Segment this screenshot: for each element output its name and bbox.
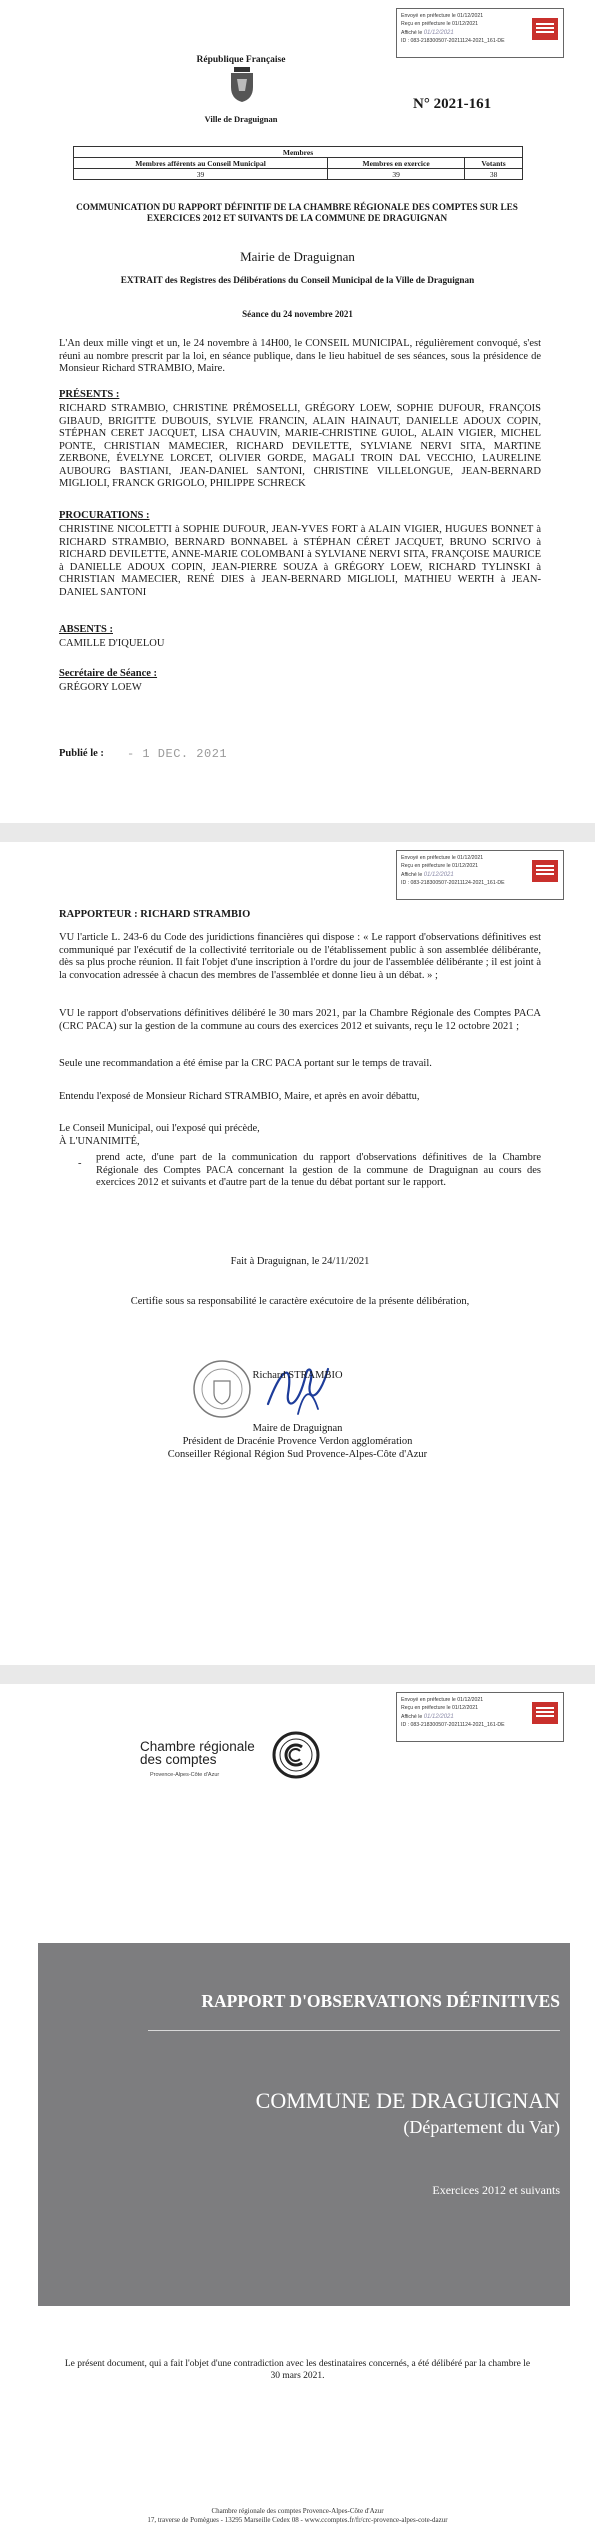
footer-line-1: Chambre régionale des comptes Provence-Alpes-Côte d'Azur bbox=[211, 2507, 384, 2515]
communication-title: COMMUNICATION DU RAPPORT DÉFINITIF DE LA CHAMBRE RÉGIONALE DES COMPTES SUR LES EXERCICES 2012 ET SUIVANTS DE LA COMMUNE DE DRAGUIGNAN bbox=[76, 202, 518, 223]
decision-paragraph: prend acte, d'une part de la communication du rapport d'observations définitives de la Chambre Régionale des Comptes PACA concernant la gestion de la commune de Draguignan au cours des exercices 2012 et suivants et d'autre part de la tenue du débat portant sur le rapport. bbox=[96, 1152, 541, 1188]
stamp-posted-label: Affiché le bbox=[401, 871, 423, 878]
prefecture-logo-icon bbox=[532, 860, 558, 882]
publie-label: Publié le : bbox=[59, 748, 104, 759]
crc-name-line-2: des comptes bbox=[140, 1752, 217, 1767]
stamp-sent: Envoyé en préfecture le 01/12/2021 bbox=[401, 1697, 484, 1703]
prefecture-logo-icon bbox=[532, 18, 558, 40]
entendu-paragraph: Entendu l'exposé de Monsieur Richard STRAMBIO, Maire, et après en avoir débattu, bbox=[59, 1091, 420, 1102]
stamp-received: Reçu en préfecture le 01/12/2021 bbox=[401, 21, 479, 28]
seance-date: Séance du 24 novembre 2021 bbox=[242, 309, 353, 319]
stamp-id: ID : 083-218300507-20211124-2021_161-DE bbox=[401, 1722, 505, 1729]
signer-title-1: Président de Dracénie Provence Verdon agglomération bbox=[182, 1436, 413, 1447]
exercices-line: Exercices 2012 et suivants bbox=[432, 2183, 560, 2197]
presents-list: RICHARD STRAMBIO, CHRISTINE PRÉMOSELLI, GRÉGORY LOEW, SOPHIE DUFOUR, FRANÇOIS GIBAUD, BRIGITTE DUBOUIS, SYLVIE FRANCIN, ALAIN HAINAUT, DANIELLE ADOUX COPIN, STÉPHAN CERET JACQUET, LISA CHAUVIN, MARIE-CHRISTINE GUIOL, ALAIN VIGIER, MICHEL PONTE, CHRISTIAN MAMECIER, RICHARD DEVILETTE, SYLVIANE NERVI SITA, MARTINE ZERBONE, ÉVELYNE LORCET, OLIVIER GORDE, MAGALI TROIN DAL VECCHIO, LAURELINE AUBOURG BASTIANI, JEAN-DANIEL SANTONI, CHRISTINE VILLELONGUE, JEAN-BERNARD MIGLIOLI, FRANCK GRIGOLO, PHILIPPE SCHRECK bbox=[59, 403, 541, 489]
departement-title: (Département du Var) bbox=[403, 2117, 560, 2137]
members-value: 38 bbox=[465, 169, 523, 180]
coat-of-arms-icon bbox=[228, 67, 256, 103]
stamp-received: Reçu en préfecture le 01/12/2021 bbox=[401, 863, 479, 870]
members-table bbox=[73, 146, 523, 180]
fait-line: Fait à Draguignan, le 24/11/2021 bbox=[230, 1256, 370, 1267]
recommendation-paragraph: Seule une recommandation a été émise par la CRC PACA portant sur le temps de travail. bbox=[59, 1058, 432, 1069]
prefecture-stamp bbox=[396, 1692, 564, 1742]
mayor-signature-icon bbox=[258, 1354, 348, 1424]
members-value: 39 bbox=[328, 169, 465, 180]
procurations-list: CHRISTINE NICOLETTI à SOPHIE DUFOUR, JEAN-YVES FORT à ALAIN VIGIER, HUGUES BONNET à RICHARD STRAMBIO, BERNARD BONNABEL à STÉPHAN CÉRET JACQUET, BRUNO SCRIVO à RICHARD DEVILETTE, ANNE-MARIE COLOMBANI à SYLVIANE NERVI SITA, FRANÇOISE MAURICE à DANIELLE ADOUX COPIN, JEAN-PIERRE SOUZA à GRÉGORY LOEW, RICHARD TYLINSKI à CHRISTIAN MAMECIER, RENÉ DIES à JEAN-BERNARD MIGLIOLI, MATHIEU WERTH à JEAN-DANIEL SANTONI bbox=[59, 524, 541, 598]
vu2-paragraph: VU le rapport d'observations définitives délibéré le 30 mars 2021, par la Chambre Régionale des Comptes PACA (CRC PACA) sur la gestion de la commune au cours des exercices 2012 et suivants, reçu le 12 octobre 2021 ; bbox=[59, 1008, 541, 1032]
prefecture-logo-icon bbox=[532, 1702, 558, 1724]
vu-paragraph: VU l'article L. 243-6 du Code des juridictions financières qui dispose : « Le rapport d'observations définitives est communiqué par l'exécutif de la collectivité territoriale ou de l'établissement public à son assemblée délibérante, dès sa plus proche réunion. Il fait l'objet d'une inscription à l'ordre du jour de l'assemblée délibérante ; il est joint à la convocation adressée à chacun des membres de l'assemblée et donne lieu à un débat. » ; bbox=[59, 932, 541, 981]
crc-emblem-icon bbox=[272, 1731, 320, 1779]
cover-divider bbox=[148, 2030, 560, 2031]
decision-bullet: - bbox=[78, 1158, 82, 1169]
stamp-posted-label: Affiché le bbox=[401, 29, 423, 36]
stamp-sent: Envoyé en préfecture le 01/12/2021 bbox=[401, 855, 484, 861]
extrait-heading: EXTRAIT des Registres des Délibérations du Conseil Municipal de la Ville de Draguignan bbox=[120, 275, 475, 285]
absents-list: CAMILLE D'IQUELOU bbox=[59, 638, 165, 649]
crc-name-line-1: Chambre régionale bbox=[140, 1739, 255, 1754]
crc-name bbox=[140, 1740, 255, 1766]
signer-title-2: Conseiller Régional Région Sud Provence-Alpes-Côte d'Azur bbox=[167, 1449, 428, 1460]
republique-title: République Française bbox=[196, 55, 286, 65]
secretaire-label: Secrétaire de Séance : bbox=[59, 668, 158, 679]
unanimite-line: À L'UNANIMITÉ, bbox=[59, 1136, 140, 1147]
signer-name: Richard STRAMBIO bbox=[252, 1370, 343, 1381]
publie-date-stamp: - 1 DEC. 2021 bbox=[127, 747, 228, 761]
page-1 bbox=[0, 0, 595, 823]
mairie-heading: Mairie de Draguignan bbox=[240, 249, 355, 264]
mairie-seal-icon bbox=[192, 1359, 252, 1419]
stamp-received: Reçu en préfecture le 01/12/2021 bbox=[401, 1705, 479, 1712]
signer-role: Maire de Draguignan bbox=[252, 1423, 343, 1434]
prefecture-stamp bbox=[396, 8, 564, 58]
secretaire-name: GRÉGORY LOEW bbox=[59, 682, 142, 693]
conseil-paragraph: Le Conseil Municipal, oui l'exposé qui précède, bbox=[59, 1123, 260, 1134]
stamp-sent: Envoyé en préfecture le 01/12/2021 bbox=[401, 13, 484, 19]
stamp-id: ID : 083-218300507-20211124-2021_161-DE bbox=[401, 38, 505, 45]
members-header: Membres en exercice bbox=[328, 158, 465, 169]
stamp-posted-date: 01/12/2021 bbox=[423, 29, 454, 36]
intro-paragraph: L'An deux mille vingt et un, le 24 novembre à 14H00, le CONSEIL MUNICIPAL, régulièrement convoqué, s'est réuni au nombre prescrit par la loi, en séance publique, dans le lieu habituel de ses séances, sous la présidence de Monsieur Richard STRAMBIO, Maire. bbox=[59, 338, 541, 374]
stamp-posted-date: 01/12/2021 bbox=[423, 871, 454, 878]
document-note: Le présent document, qui a fait l'objet d'une contradiction avec les destinataires concernés, a été délibéré par la chambre le 30 mars 2021. bbox=[64, 2359, 531, 2381]
crc-footer bbox=[60, 2507, 535, 2525]
deliberation-number: N° 2021-161 bbox=[413, 96, 492, 112]
footer-line-2: 17, traverse de Pomègues - 13295 Marseille Cedex 08 - www.ccomptes.fr/fr/crc-provence-alpes-cote-dazur bbox=[147, 2516, 448, 2524]
prefecture-stamp bbox=[396, 850, 564, 900]
procurations-label: PROCURATIONS : bbox=[59, 510, 150, 521]
members-header: Votants bbox=[465, 158, 523, 169]
stamp-posted-date: 01/12/2021 bbox=[423, 1713, 454, 1720]
members-caption: Membres bbox=[74, 147, 523, 158]
presents-label: PRÉSENTS : bbox=[59, 389, 120, 400]
rapporteur-heading: RAPPORTEUR : RICHARD STRAMBIO bbox=[59, 909, 251, 920]
stamp-posted-label: Affiché le bbox=[401, 1713, 423, 1720]
commune-title: COMMUNE DE DRAGUIGNAN bbox=[255, 2088, 560, 2113]
certifie-line: Certifie sous sa responsabilité le caractère exécutoire de la présente délibération, bbox=[130, 1296, 470, 1307]
report-title: RAPPORT D'OBSERVATIONS DÉFINITIVES bbox=[201, 1991, 560, 2011]
ville-title: Ville de Draguignan bbox=[204, 114, 278, 124]
absents-label: ABSENTS : bbox=[59, 624, 113, 635]
crc-region: Provence-Alpes-Côte d'Azur bbox=[150, 1772, 220, 1778]
members-header: Membres afférents au Conseil Municipal bbox=[74, 158, 328, 169]
members-value: 39 bbox=[74, 169, 328, 180]
stamp-id: ID : 083-218300507-20211124-2021_161-DE bbox=[401, 880, 505, 887]
